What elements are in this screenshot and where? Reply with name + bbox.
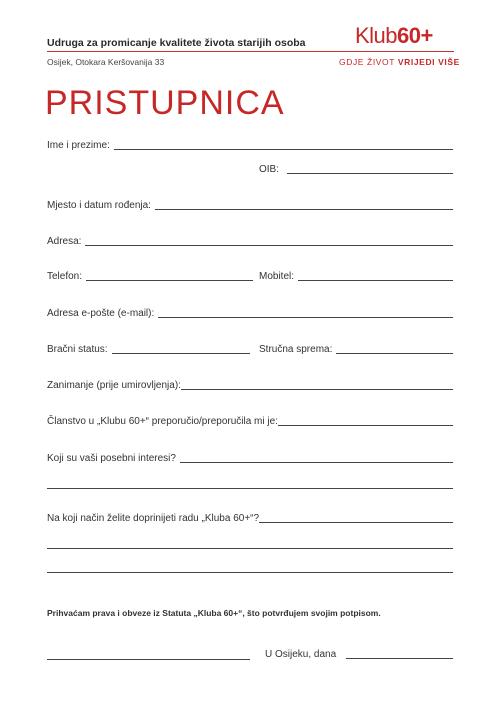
- mobile-field[interactable]: [259, 271, 453, 282]
- form-title: PRISTUPNICA: [45, 84, 285, 122]
- consent-statement: Prihvaćam prava i obveze iz Statuta „Kluba 60+“, što potvrđujem svojim potpisom.: [47, 608, 381, 618]
- qualification-line[interactable]: [336, 353, 453, 354]
- contribute-extra-line-1[interactable]: [47, 548, 453, 549]
- contribute-label: Na koji način želite doprinijeti radu „Kluba 60+“?: [47, 513, 260, 524]
- referral-label: Članstvo u „Klubu 60+“ preporučio/preporučila mi je:: [47, 416, 278, 427]
- phone-label: Telefon:: [47, 271, 83, 282]
- name-line[interactable]: [114, 149, 453, 150]
- header-rule: [47, 51, 454, 52]
- birth-line[interactable]: [155, 209, 453, 210]
- oib-field[interactable]: [259, 164, 453, 175]
- referral-field[interactable]: [47, 416, 453, 427]
- name-field[interactable]: [47, 140, 453, 151]
- club-logo: [355, 25, 433, 47]
- mobile-line[interactable]: [298, 280, 453, 281]
- interests-extra-line[interactable]: [47, 488, 453, 489]
- signature-line[interactable]: [47, 659, 250, 660]
- contribute-field[interactable]: [47, 513, 453, 524]
- address-field[interactable]: [47, 236, 453, 247]
- logo-text: Klub: [355, 23, 398, 48]
- marital-field[interactable]: [47, 344, 250, 355]
- logo-number: 60+: [397, 23, 433, 48]
- occupation-label: Zanimanje (prije umirovljenja):: [47, 380, 181, 391]
- email-line[interactable]: [158, 317, 453, 318]
- tagline-bold: VRIJEDI VIŠE: [397, 57, 460, 67]
- tagline-plain: GDJE ŽIVOT: [339, 57, 395, 67]
- address-line[interactable]: [85, 245, 453, 246]
- marital-line[interactable]: [112, 353, 250, 354]
- interests-field[interactable]: [47, 453, 453, 464]
- occupation-field[interactable]: [47, 380, 453, 391]
- oib-line[interactable]: [287, 173, 453, 174]
- organization-address: Osijek, Otokara Keršovanija 33: [47, 57, 165, 67]
- qualification-field[interactable]: [259, 344, 453, 355]
- address-label: Adresa:: [47, 236, 82, 247]
- interests-line[interactable]: [180, 462, 453, 463]
- occupation-line[interactable]: [181, 389, 453, 390]
- place-date-line[interactable]: [346, 658, 453, 659]
- oib-label: OIB:: [259, 164, 280, 175]
- email-field[interactable]: [47, 308, 453, 319]
- place-date-field[interactable]: [265, 649, 453, 660]
- phone-line[interactable]: [86, 280, 253, 281]
- birth-label: Mjesto i datum rođenja:: [47, 200, 151, 211]
- birth-field[interactable]: [47, 200, 453, 211]
- interests-label: Koji su vaši posebni interesi?: [47, 453, 176, 464]
- qualification-label: Stručna sprema:: [259, 344, 333, 355]
- referral-line[interactable]: [278, 425, 453, 426]
- contribute-line[interactable]: [259, 522, 453, 523]
- contribute-extra-line-2[interactable]: [47, 572, 453, 573]
- name-label: Ime i prezime:: [47, 140, 110, 151]
- place-date-label: U Osijeku, dana: [265, 649, 337, 660]
- organization-name: Udruga za promicanje kvalitete života starijih osoba: [47, 37, 306, 49]
- mobile-label: Mobitel:: [259, 271, 295, 282]
- phone-field[interactable]: [47, 271, 253, 282]
- logo-tagline: [339, 57, 460, 67]
- marital-label: Bračni status:: [47, 344, 108, 355]
- email-label: Adresa e-pošte (e-mail):: [47, 308, 155, 319]
